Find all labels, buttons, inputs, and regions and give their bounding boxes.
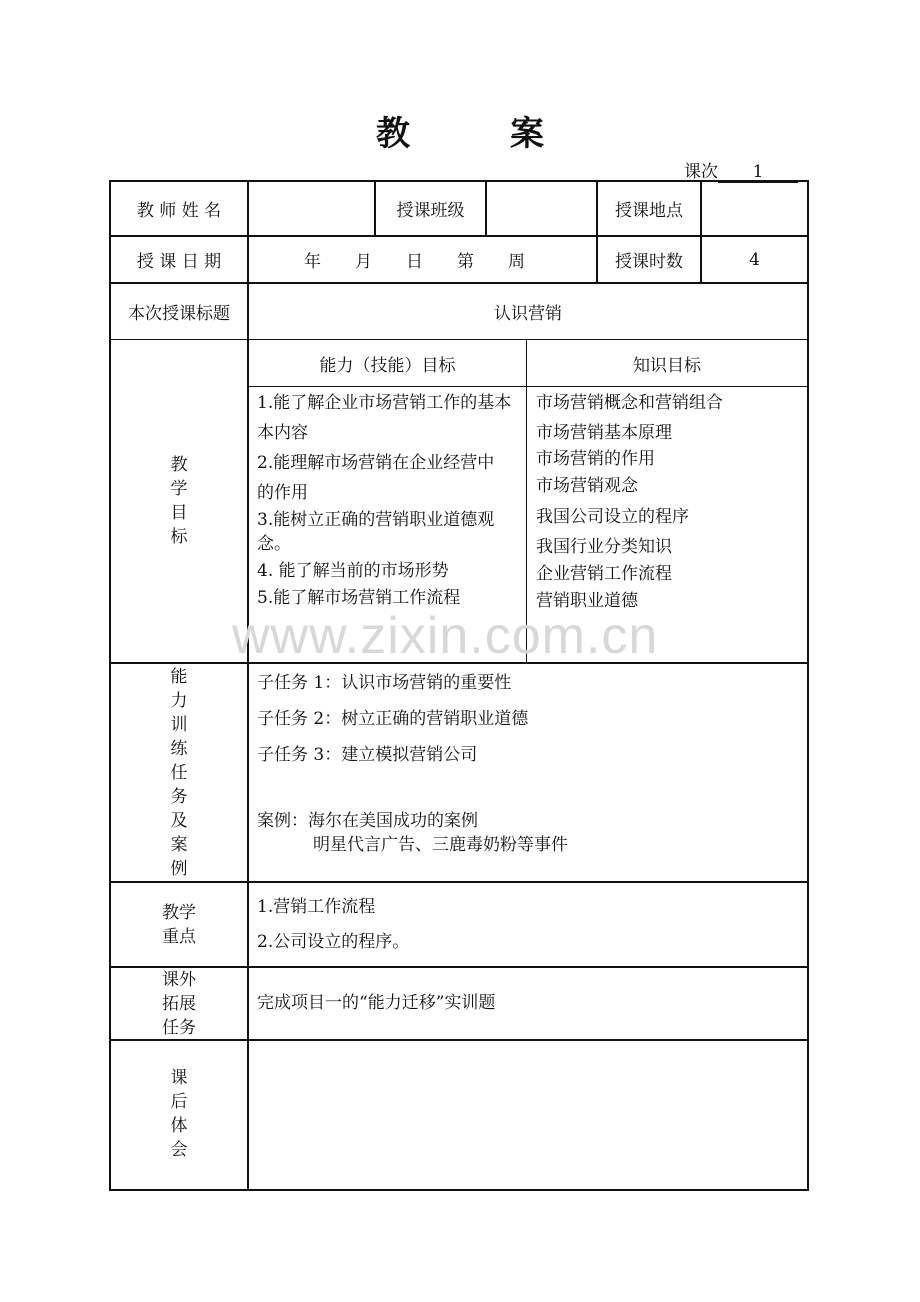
keypoint-2: 2.公司设立的程序。 <box>257 932 410 952</box>
knowledge-line: 市场营销观念 <box>536 476 638 496</box>
keypoints-label-line: 重点 <box>162 926 196 947</box>
ability-objective-header: 能力（技能）目标 <box>319 355 456 376</box>
knowledge-line: 市场营销概念和营销组合 <box>536 393 723 413</box>
reflection-value[interactable] <box>249 1041 807 1187</box>
teacher-name-value[interactable] <box>249 182 374 235</box>
ability-line: 4. 能了解当前的市场形势 <box>257 561 449 581</box>
date-value[interactable]: 年 月 日 第 周 <box>304 252 525 272</box>
knowledge-line: 营销职业道德 <box>536 591 638 611</box>
ability-line: 的作用 <box>257 483 308 503</box>
ability-line: 念。 <box>257 534 291 554</box>
ability-line: 1.能了解企业市场营销工作的基本 <box>257 393 512 413</box>
ability-line: 5.能了解市场营销工作流程 <box>257 588 461 608</box>
objectives-label <box>111 340 247 662</box>
topic-value[interactable]: 认识营销 <box>494 304 562 324</box>
teacher-name-label: 教 师 姓 名 <box>136 201 222 221</box>
location-label: 授课地点 <box>615 201 683 221</box>
subtask-2: 子任务 2：树立正确的营销职业道德 <box>257 709 529 729</box>
subtask-3: 子任务 3：建立模拟营销公司 <box>257 745 478 765</box>
tasks-label-char: 力 <box>170 690 188 711</box>
knowledge-objective-header: 知识目标 <box>633 355 701 376</box>
watermark: www.zixin.com.cn <box>232 607 659 665</box>
extension-label-line: 拓展 <box>162 993 196 1014</box>
tasks-label-char: 例 <box>170 858 188 879</box>
reflection-label-char: 会 <box>170 1140 188 1160</box>
reflection-label-char: 体 <box>170 1116 188 1136</box>
reflection-label-char: 课 <box>170 1068 188 1088</box>
keypoints-label <box>111 883 247 966</box>
objectives-label-char: 目 <box>170 503 188 523</box>
tasks-label-char: 训 <box>170 714 188 735</box>
reflection-label-char: 后 <box>170 1092 188 1112</box>
objectives-label-char: 标 <box>170 527 188 547</box>
title-char-2: 案 <box>510 114 544 154</box>
keypoints-label-line: 教学 <box>162 902 196 923</box>
title-char-1: 教 <box>376 114 410 154</box>
objectives-label-char: 学 <box>170 479 188 499</box>
tasks-label-char: 务 <box>170 786 188 807</box>
hours-value[interactable]: 4 <box>749 249 760 270</box>
knowledge-line: 市场营销基本原理 <box>536 423 672 443</box>
topic-label: 本次授课标题 <box>128 304 230 324</box>
tasks-label <box>111 664 247 881</box>
date-label: 授 课 日 期 <box>136 252 222 272</box>
extension-label-line: 任务 <box>162 1017 196 1038</box>
lesson-label: 课次 <box>684 162 718 182</box>
extension-label <box>111 968 247 1039</box>
objectives-label-char: 教 <box>170 455 188 475</box>
subtask-1: 子任务 1：认识市场营销的重要性 <box>257 673 512 693</box>
ability-line: 2.能理解市场营销在企业经营中 <box>257 453 495 473</box>
extension-task: 完成项目一的“能力迁移”实训题 <box>257 993 496 1013</box>
knowledge-line: 企业营销工作流程 <box>536 564 672 584</box>
ability-line: 3.能树立正确的营销职业道德观 <box>257 510 495 530</box>
class-value[interactable] <box>487 182 596 235</box>
tasks-label-char: 任 <box>170 762 188 783</box>
hours-label: 授课时数 <box>615 252 683 272</box>
knowledge-line: 我国行业分类知识 <box>536 537 672 557</box>
class-label: 授课班级 <box>396 201 465 221</box>
case-line-2: 明星代言广告、三鹿毒奶粉等事件 <box>313 835 568 855</box>
tasks-label-char: 及 <box>170 810 188 831</box>
knowledge-line: 市场营销的作用 <box>536 449 655 469</box>
tasks-label-char: 练 <box>170 738 188 759</box>
tasks-label-char: 能 <box>170 666 188 687</box>
location-value[interactable] <box>702 182 807 235</box>
ability-line: 本内容 <box>257 423 308 443</box>
keypoint-1: 1.营销工作流程 <box>257 897 376 917</box>
case-line-1: 案例：海尔在美国成功的案例 <box>257 811 478 831</box>
tasks-label-char: 案 <box>170 834 188 855</box>
objectives-header-divider <box>249 386 807 387</box>
reflection-label <box>111 1041 247 1187</box>
lesson-number: 1 <box>718 162 798 183</box>
knowledge-line: 我国公司设立的程序 <box>536 507 689 527</box>
extension-label-line: 课外 <box>162 969 196 990</box>
